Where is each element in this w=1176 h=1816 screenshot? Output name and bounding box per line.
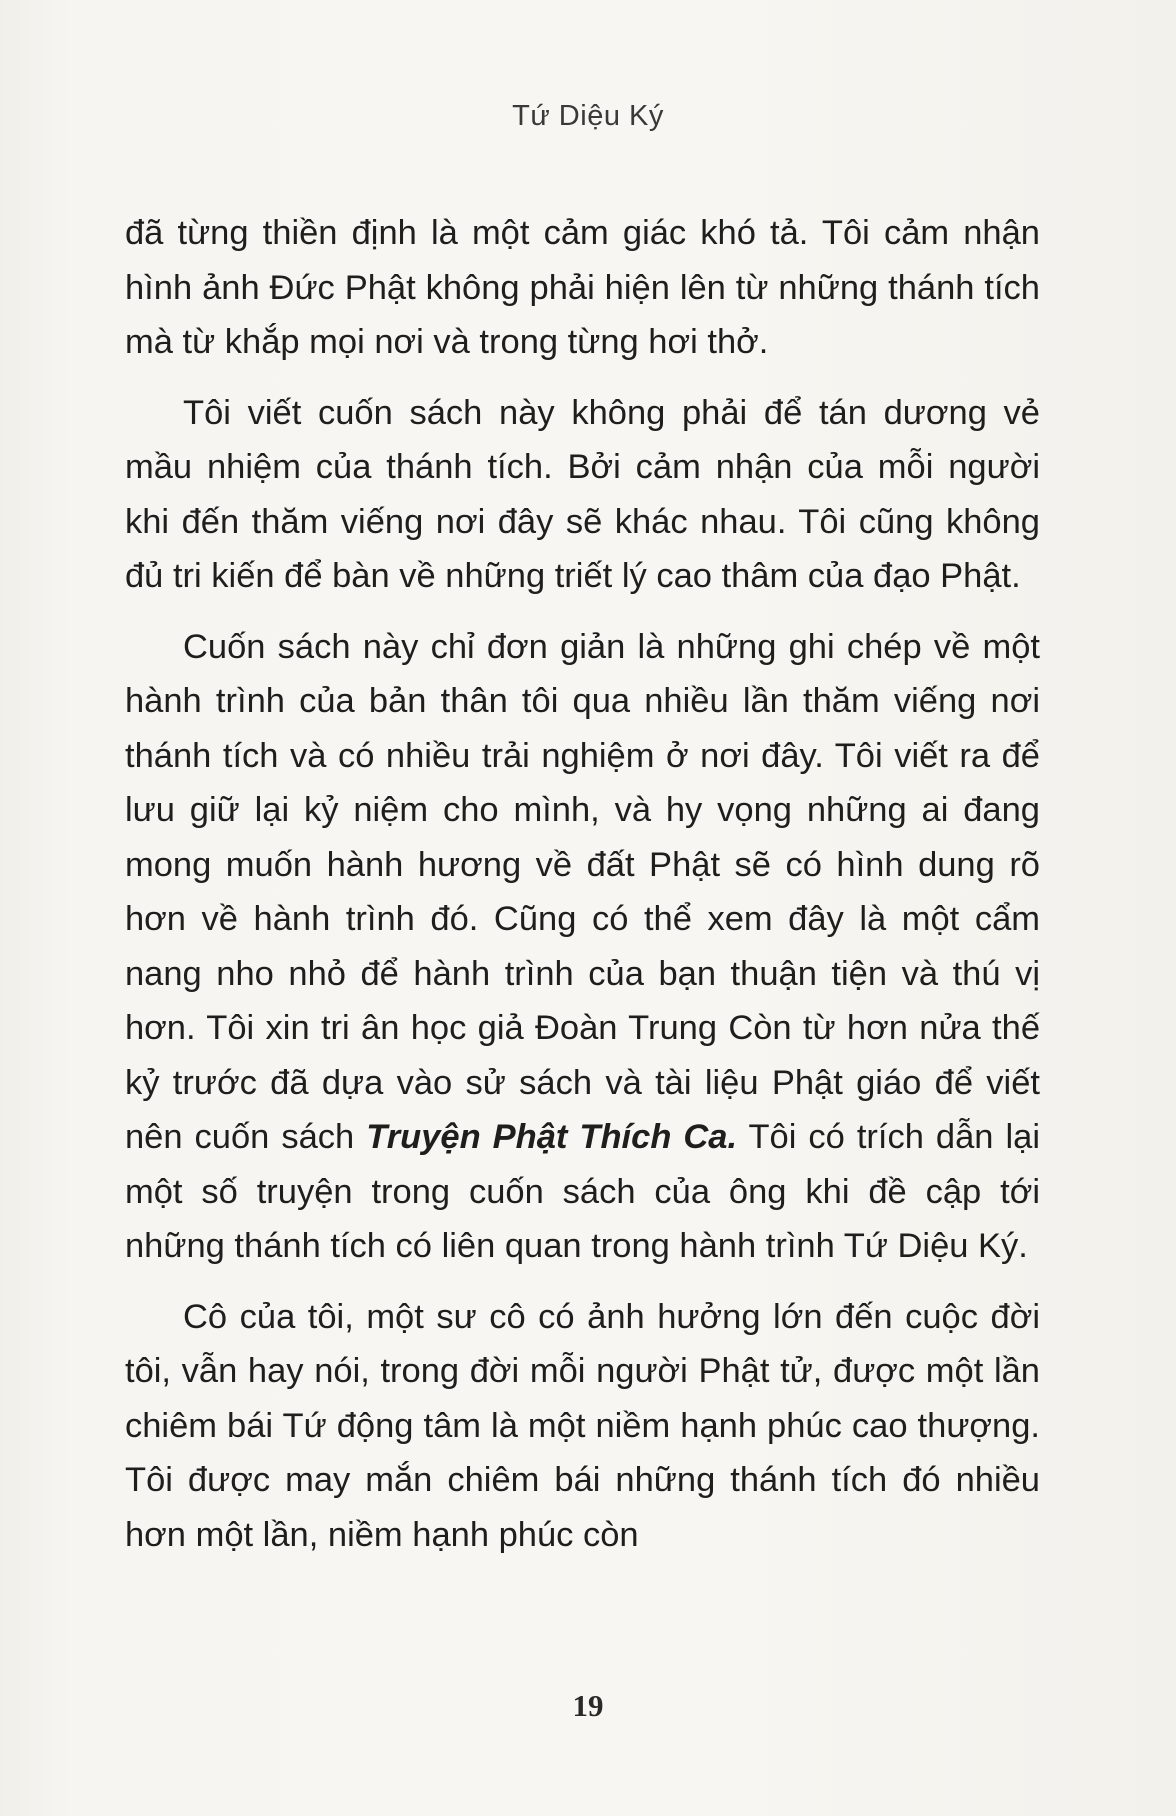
paragraph-journey bbox=[125, 620, 1040, 1274]
paragraph-continuation: đã từng thiền định là một cảm giác khó tả. Tôi cảm nhận hình ảnh Đức Phật không phải hiện lên từ những thánh tích mà từ khắp mọi nơi và trong từng hơi thở. bbox=[125, 214, 1040, 361]
book-title-reference: Truyện Phật Thích Ca. bbox=[366, 1118, 738, 1156]
page-number: 19 bbox=[572, 1688, 604, 1723]
paragraph-journey-text-before: Cuốn sách này chỉ đơn giản là những ghi chép về một hành trình của bản thân tôi qua nhiều lần thăm viếng nơi thánh tích và có nhiều trải nghiệm ở nơi đây. Tôi viết ra để lưu giữ lại kỷ niệm cho mình, và hy vọng những ai đang mong muốn hành hương về đất Phật sẽ có hình dung rõ hơn về hành trình đó. Cũng có thể xem đây là một cẩm nang nho nhỏ để hành trình của bạn thuận tiện và thú vị hơn. Tôi xin tri ân học giả Đoàn Trung Còn từ hơn nửa thế kỷ trước đã dựa vào sử sách và tài liệu Phật giáo để viết nên cuốn sách bbox=[125, 627, 1040, 1156]
paragraph-purpose: Tôi viết cuốn sách này không phải để tán dương vẻ mầu nhiệm của thánh tích. Bởi cảm nhận của mỗi người khi đến thăm viếng nơi đây sẽ khác nhau. Tôi cũng không đủ tri kiến để bàn về những triết lý cao thâm của đạo Phật. bbox=[125, 393, 1040, 595]
running-header-title: Tứ Diệu Ký bbox=[512, 100, 664, 132]
body-text bbox=[125, 206, 1040, 1562]
paragraph-journey-text-after: Tôi có trích dẫn lại một số truyện trong cuốn sách của ông khi đề cập tới những thánh tích có liên quan trong hành trình Tứ Diệu Ký. bbox=[125, 1118, 1040, 1265]
paragraph-aunt: Cô của tôi, một sư cô có ảnh hưởng lớn đến cuộc đời tôi, vẫn hay nói, trong đời mỗi người Phật tử, được một lần chiêm bái Tứ động tâm là một niềm hạnh phúc cao thượng. Tôi được may mắn chiêm bái những thánh tích đó nhiều hơn một lần, niềm hạnh phúc còn bbox=[125, 1297, 1040, 1554]
